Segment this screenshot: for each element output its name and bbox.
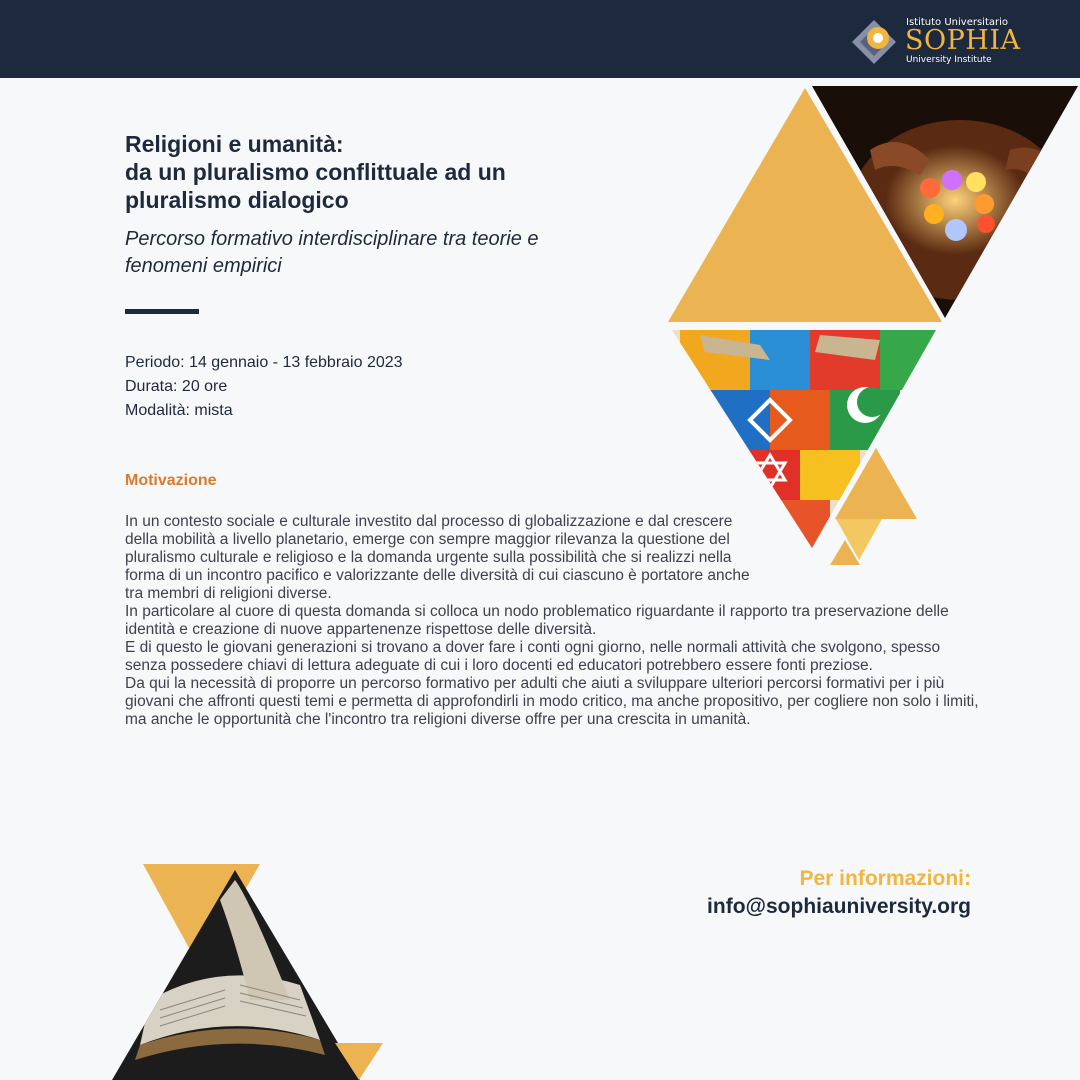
title-divider [125, 309, 199, 314]
motivation-paragraph: E di questo le giovani generazioni si trovano a dover fare i conti ogni giorno, nelle normali attività che svolgono, spesso senza possedere chiavi di lettura adeguate di cui i loro docenti ed educatori potrebbero essere fonti preziose. [125, 639, 941, 674]
motivation-paragraph: In particolare al cuore di questa domanda si colloca un nodo problematico riguardante il rapporto tra preservazione delle identità e creazione di nuove appartenenze rispettose delle diversità. [125, 603, 949, 638]
motivation-heading: Motivazione [125, 472, 217, 489]
motivation-paragraph: In un contesto sociale e culturale investito dal processo di globalizzazione e dal crescere della mobilità a livello planetario, emerge con sempre maggior rilevanza la questione del pluralismo culturale e religioso e la domanda urgente sulla possibilità che si realizzi nella forma di un incontro pacifico e valorizzante delle diversità di cui ciascuno è portatore anche tra membri di religioni diverse. [125, 513, 750, 602]
course-details [125, 351, 403, 423]
period-text: Periodo: 14 gennaio - 13 febbraio 2023 [125, 354, 403, 371]
course-subtitle [125, 226, 645, 280]
course-title [125, 130, 645, 214]
title-line: da un pluralismo conflittuale ad un [125, 159, 506, 185]
logo-top-text: Istituto Universitario [906, 17, 1008, 28]
duration-text: Durata: 20 ore [125, 378, 228, 395]
motivation-body [125, 513, 985, 729]
contact-email-link[interactable]: info@sophiauniversity.org [707, 895, 971, 918]
title-line: pluralismo dialogico [125, 187, 349, 213]
subtitle-line: fenomeni empirici [125, 255, 282, 277]
motivation-paragraph: Da qui la necessità di proporre un percorso formativo per adulti che aiuti a sviluppare ulteriori percorsi formativi per i più giovani che affronti questi temi e permetta di approfondirli in modo critico, ma anche propositivo, per cogliere non solo i limiti, ma anche le opportunità che l'incontro tra religioni diverse offre per una crescita in umanità. [125, 675, 979, 728]
subtitle-line: Percorso formativo interdisciplinare tra teorie e [125, 228, 539, 250]
contact-block [707, 866, 971, 922]
logo-sub-text: University Institute [906, 55, 992, 65]
logo-wordmark: SOPHIA [905, 25, 1021, 56]
contact-label: Per informazioni: [799, 867, 971, 890]
title-line: Religioni e umanità: [125, 131, 344, 157]
mode-text: Modalità: mista [125, 402, 233, 419]
